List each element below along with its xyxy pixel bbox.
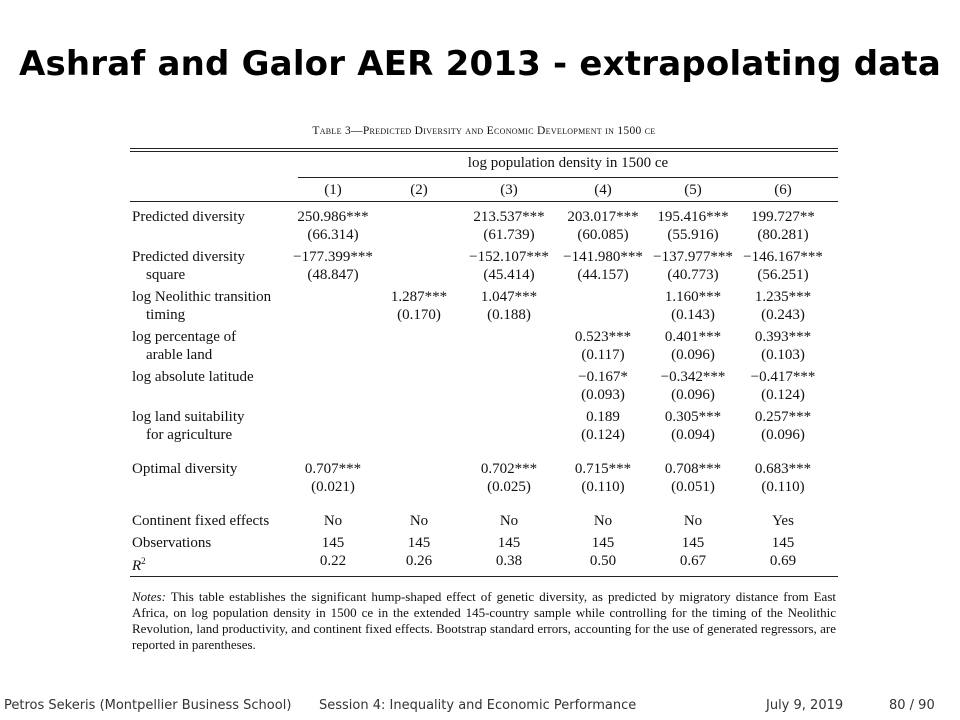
coef-cell: 1.047*** xyxy=(480,289,538,305)
se-cell: (0.188) xyxy=(487,307,531,323)
se-cell: (66.314) xyxy=(307,227,359,243)
se-cell: (0.021) xyxy=(311,479,355,495)
se-cell: (56.251) xyxy=(757,267,809,283)
table-row-optimal-diversity xyxy=(130,460,838,512)
row-label-line: timing xyxy=(146,307,186,323)
table-notes xyxy=(130,589,838,653)
slide-footer xyxy=(0,695,960,717)
row-label xyxy=(132,552,292,575)
coef-cell: −177.399*** xyxy=(293,249,373,265)
coef-cell: 0.401*** xyxy=(664,329,722,345)
obs-cell: 145 xyxy=(407,535,431,551)
dependent-variable-label: log population density in 1500 ce xyxy=(467,155,669,171)
column-number-rule xyxy=(130,201,838,202)
coef-cell: 0.707*** xyxy=(304,461,362,477)
table-body xyxy=(130,208,838,574)
fe-cell: No xyxy=(499,513,519,529)
row-label xyxy=(132,408,292,444)
se-cell: (0.143) xyxy=(671,307,715,323)
fe-cell: No xyxy=(409,513,429,529)
table-row-absolute-latitude xyxy=(130,368,838,408)
row-label: Continent fixed effects xyxy=(132,513,270,529)
coef-cell: 1.235*** xyxy=(754,289,812,305)
se-cell: (55.916) xyxy=(667,227,719,243)
notes-label: Notes: xyxy=(132,589,166,604)
coef-cell: 0.257*** xyxy=(754,409,812,425)
row-label xyxy=(132,368,292,386)
coef-cell: 1.287*** xyxy=(390,289,448,305)
se-cell: (0.243) xyxy=(761,307,805,323)
row-label-line: log land suitability xyxy=(132,409,245,425)
r2-cell: 0.50 xyxy=(589,553,617,569)
se-cell: (0.094) xyxy=(671,427,715,443)
coef-cell: −0.417*** xyxy=(750,369,816,385)
coef-cell: 250.986*** xyxy=(297,209,369,225)
r2-cell: 0.26 xyxy=(405,553,433,569)
column-number: (6) xyxy=(774,182,792,198)
table-caption: Table 3—Predicted Diversity and Economic Development in 1500 ce xyxy=(312,125,656,137)
r2-cell: 0.67 xyxy=(679,553,707,569)
se-cell: (0.124) xyxy=(581,427,625,443)
table-row-predicted-diversity xyxy=(130,208,838,248)
table-row-fixed-effects xyxy=(130,512,838,534)
row-label-line: Optimal diversity xyxy=(132,461,238,477)
column-number: (4) xyxy=(594,182,612,198)
coef-cell: 0.523*** xyxy=(574,329,632,345)
se-cell: (0.096) xyxy=(671,387,715,403)
column-number: (2) xyxy=(410,182,428,198)
notes-text: This table establishes the significant hump-shaped effect of genetic diversity, as predicted by migratory distance from East Africa, on log population density in 1500 ce in the extended 145-country sample while controlling for the timing of the Neolithic Revolution, land productivity, and continent fixed effects. Bootstrap standard errors, accounting for the use of generated regressors, are reported in parentheses. xyxy=(132,589,836,652)
fe-cell: No xyxy=(593,513,613,529)
column-group-header xyxy=(130,152,838,178)
coef-cell: 1.160*** xyxy=(664,289,722,305)
row-label xyxy=(132,328,292,364)
row-label xyxy=(132,208,292,226)
coef-cell: −0.342*** xyxy=(660,369,726,385)
coef-cell: 203.017*** xyxy=(567,209,639,225)
column-number: (3) xyxy=(500,182,518,198)
fe-cell: No xyxy=(683,513,703,529)
column-number-row xyxy=(130,178,838,202)
table-row-land-suitability xyxy=(130,408,838,460)
r2-cell: 0.69 xyxy=(769,553,797,569)
obs-cell: 145 xyxy=(591,535,615,551)
se-cell: (0.124) xyxy=(761,387,805,403)
row-label-line: Predicted diversity xyxy=(132,249,245,265)
footer-session: Session 4: Inequality and Economic Performance xyxy=(319,698,637,713)
se-cell: (0.051) xyxy=(671,479,715,495)
coef-cell: 0.702*** xyxy=(480,461,538,477)
row-label-line: for agriculture xyxy=(146,427,233,443)
r2-cell: 0.22 xyxy=(319,553,347,569)
fe-cell: Yes xyxy=(772,513,794,529)
table-bottom-rule xyxy=(130,576,838,577)
column-number: (1) xyxy=(324,182,342,198)
se-cell: (0.096) xyxy=(761,427,805,443)
table-row-arable-land xyxy=(130,328,838,368)
r-squared-symbol: R xyxy=(132,558,142,574)
coef-cell: −137.977*** xyxy=(653,249,733,265)
se-cell: (0.110) xyxy=(581,479,625,495)
fe-cell: No xyxy=(323,513,343,529)
se-cell: (0.025) xyxy=(487,479,531,495)
row-label-line: log percentage of xyxy=(132,329,237,345)
slide-title: Ashraf and Galor AER 2013 - extrapolating data xyxy=(18,44,942,84)
row-label: Observations xyxy=(132,535,212,551)
row-label xyxy=(132,460,292,478)
se-cell: (60.085) xyxy=(577,227,629,243)
coef-cell: −146.167*** xyxy=(743,249,823,265)
se-cell: (0.170) xyxy=(397,307,441,323)
row-label-line: log Neolithic transition xyxy=(132,289,272,305)
coef-cell: 199.727** xyxy=(751,209,815,225)
se-cell: (0.110) xyxy=(761,479,805,495)
se-cell: (0.117) xyxy=(581,347,625,363)
row-label-line: log absolute latitude xyxy=(132,369,254,385)
row-label-line: square xyxy=(146,267,186,283)
footer-author: Petros Sekeris (Montpellier Business School) xyxy=(4,698,292,713)
row-label xyxy=(132,248,292,284)
table-row-observations xyxy=(130,534,838,552)
coef-cell: 0.708*** xyxy=(664,461,722,477)
row-label-line: Predicted diversity xyxy=(132,209,245,225)
se-cell: (0.093) xyxy=(581,387,625,403)
obs-cell: 145 xyxy=(497,535,521,551)
obs-cell: 145 xyxy=(771,535,795,551)
coef-cell: −141.980*** xyxy=(563,249,643,265)
coef-cell: 0.683*** xyxy=(754,461,812,477)
r-squared-exponent: 2 xyxy=(141,556,146,566)
se-cell: (0.096) xyxy=(671,347,715,363)
coef-cell: 195.416*** xyxy=(657,209,729,225)
se-cell: (0.103) xyxy=(761,347,805,363)
footer-page-number: 80 / 90 xyxy=(889,698,935,713)
table-row-predicted-diversity-square xyxy=(130,248,838,288)
coef-cell: 0.393*** xyxy=(754,329,812,345)
obs-cell: 145 xyxy=(321,535,345,551)
coef-cell: 0.715*** xyxy=(574,461,632,477)
se-cell: (45.414) xyxy=(483,267,535,283)
se-cell: (40.773) xyxy=(667,267,719,283)
coef-cell: −152.107*** xyxy=(469,249,549,265)
se-cell: (80.281) xyxy=(757,227,809,243)
column-number: (5) xyxy=(684,182,702,198)
coef-cell: 0.189 xyxy=(586,409,620,425)
footer-date: July 9, 2019 xyxy=(766,698,844,713)
regression-table xyxy=(130,120,838,653)
coef-cell: −0.167* xyxy=(578,369,628,385)
row-label-line: arable land xyxy=(146,347,213,363)
coef-cell: 0.305*** xyxy=(664,409,722,425)
r2-cell: 0.38 xyxy=(495,553,523,569)
se-cell: (61.739) xyxy=(483,227,535,243)
se-cell: (44.157) xyxy=(577,267,629,283)
coef-cell: 213.537*** xyxy=(473,209,545,225)
se-cell: (48.847) xyxy=(307,267,359,283)
table-row-neolithic-timing xyxy=(130,288,838,328)
obs-cell: 145 xyxy=(681,535,705,551)
row-label xyxy=(132,288,292,324)
table-row-r-squared xyxy=(130,552,838,574)
